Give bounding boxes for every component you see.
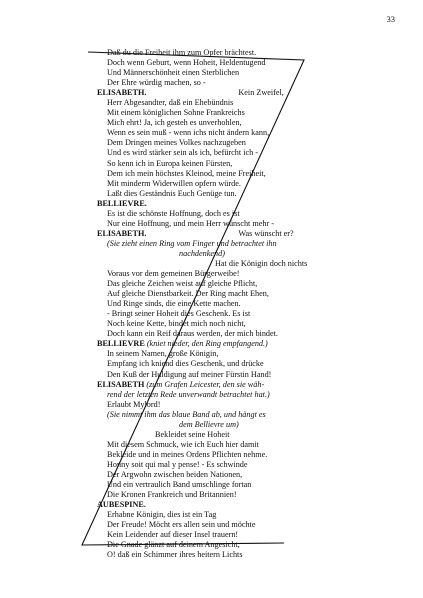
verse-line: Dem ich mein höchstes Kleinod, meine Freiheit, (107, 168, 266, 178)
verse-line: Und ein vertraulich Band umschlinge fortan (107, 480, 252, 490)
speaker-name: BELLIEVRE (97, 339, 145, 349)
speaker-name: BELLIEVRE. (97, 198, 147, 208)
verse-line: So kenn ich in Europa keinen Fürsten, (107, 158, 233, 168)
verse-line: Herr Abgesandter, daß ein Ehebündnis (107, 98, 234, 108)
verse-line: Auf gleiche Dienstbarkeit. Der Ring macht Ehen, (107, 289, 269, 299)
verse-line: Doch wenn Geburt, wenn Hoheit, Heldentugend (107, 58, 266, 68)
stage-direction: (Sie zieht einen Ring vom Finger und betrachtet ihn (107, 238, 277, 248)
verse-line: Kein Zweifel, (238, 88, 284, 98)
verse-line: Bekleidet seine Hoheit (155, 429, 230, 439)
speaker-name: ELISABETH. (97, 88, 147, 98)
verse-line: Mit minderm Widerwillen opfern würde. (107, 178, 241, 188)
speaker-name: ELISABETH. (97, 228, 147, 238)
speaker-name: ELISABETH (97, 379, 145, 389)
verse-line: - Bringt seiner Hoheit dies Geschenk. Es ist (107, 309, 251, 319)
verse-line: Erlaubt Mylord! (107, 399, 161, 409)
verse-line: Der Ehre würdig machen, so - (107, 78, 206, 88)
speaker-name: AUBESPINE. (97, 500, 146, 510)
verse-line: Es ist die schönste Hoffnung, doch es ist (107, 208, 240, 218)
stage-direction: (Sie nimmt ihm das blaue Band ab, und hängt es (107, 409, 266, 419)
verse-line: Und es wird stärker sein als ich, befürcht ich - (107, 148, 258, 158)
verse-line: Der Argwohn zwischen beiden Nationen, (107, 469, 243, 479)
verse-line: Und Ringe sinds, die eine Kette machen. (107, 299, 241, 309)
verse-line: Honny soit qui mal y pense! - Es schwinde (107, 459, 248, 469)
verse-line: Mit diesem Schmuck, wie ich Euch hier damit (107, 439, 259, 449)
verse-line: In seinem Namen, große Königin, (107, 349, 219, 359)
stage-direction: (kniet nieder, den Ring empfangend.) (146, 339, 268, 349)
strike-line (82, 52, 304, 545)
verse-line: Kein Leidender auf dieser Insel trauern! (107, 530, 239, 540)
verse-line: Hat die Königin doch nichts (215, 258, 308, 268)
verse-line: Das gleiche Zeichen weist auf gleiche Pflicht, (107, 279, 258, 289)
verse-line: Mich ehrt! Ja, ich gesteh es unverhohlen, (107, 118, 242, 128)
verse-line: Mit einem königlichen Sohne Frankreichs (107, 108, 245, 118)
stage-direction: (zum Grafen Leicester, den sie wäh- (146, 379, 265, 389)
verse-line: Wenn es sein muß - wenn ichs nicht ändern kann, (107, 128, 270, 138)
verse-line: Die Gnade glänzt auf deinem Angesicht, (107, 540, 240, 550)
page-number: 33 (386, 14, 395, 24)
verse-line: Noch keine Kette, bindet mich noch nicht, (107, 319, 246, 329)
verse-line: Doch kann ein Reif daraus werden, der mich bindet. (107, 329, 278, 339)
verse-line: Der Freude! Möcht ers allen sein und möchte (107, 520, 256, 530)
verse-line: Dem Dringen meines Volkes nachzugeben (107, 138, 246, 148)
verse-line: Die Kronen Frankreich und Britannien! (107, 490, 237, 500)
stage-direction: dem Bellievre um) (179, 419, 239, 429)
verse-line: Empfang ich kniend dies Geschenk, und drücke (107, 359, 264, 369)
verse-line: Bekleide und in meines Ordens Pflichten nehme. (107, 449, 268, 459)
stage-direction: nachdenkend) (179, 248, 225, 258)
verse-line: Was wünscht er? (238, 228, 294, 238)
verse-line: Nur eine Hoffnung, und mein Herr wünscht mehr - (107, 218, 274, 228)
verse-line: Voraus vor dem gemeinen Bürgerweibe! (107, 269, 240, 279)
verse-line: Und Männerschönheit einen Sterblichen (107, 68, 240, 78)
verse-line: Den Kuß der Huldigung auf meiner Fürstin Hand! (107, 369, 272, 379)
verse-line: Daß du die Freiheit ihm zum Opfer brächtest. (107, 48, 257, 57)
verse-line: O! daß ein Schimmer ihres heitern Lichts (107, 550, 243, 560)
verse-line: Erhabne Königin, dies ist ein Tag (107, 510, 217, 520)
verse-line: Laßt dies Geständnis Euch Genüge tun. (107, 188, 237, 198)
stage-direction: rend der letzten Rede unverwandt betrachtet hat.) (107, 389, 270, 399)
